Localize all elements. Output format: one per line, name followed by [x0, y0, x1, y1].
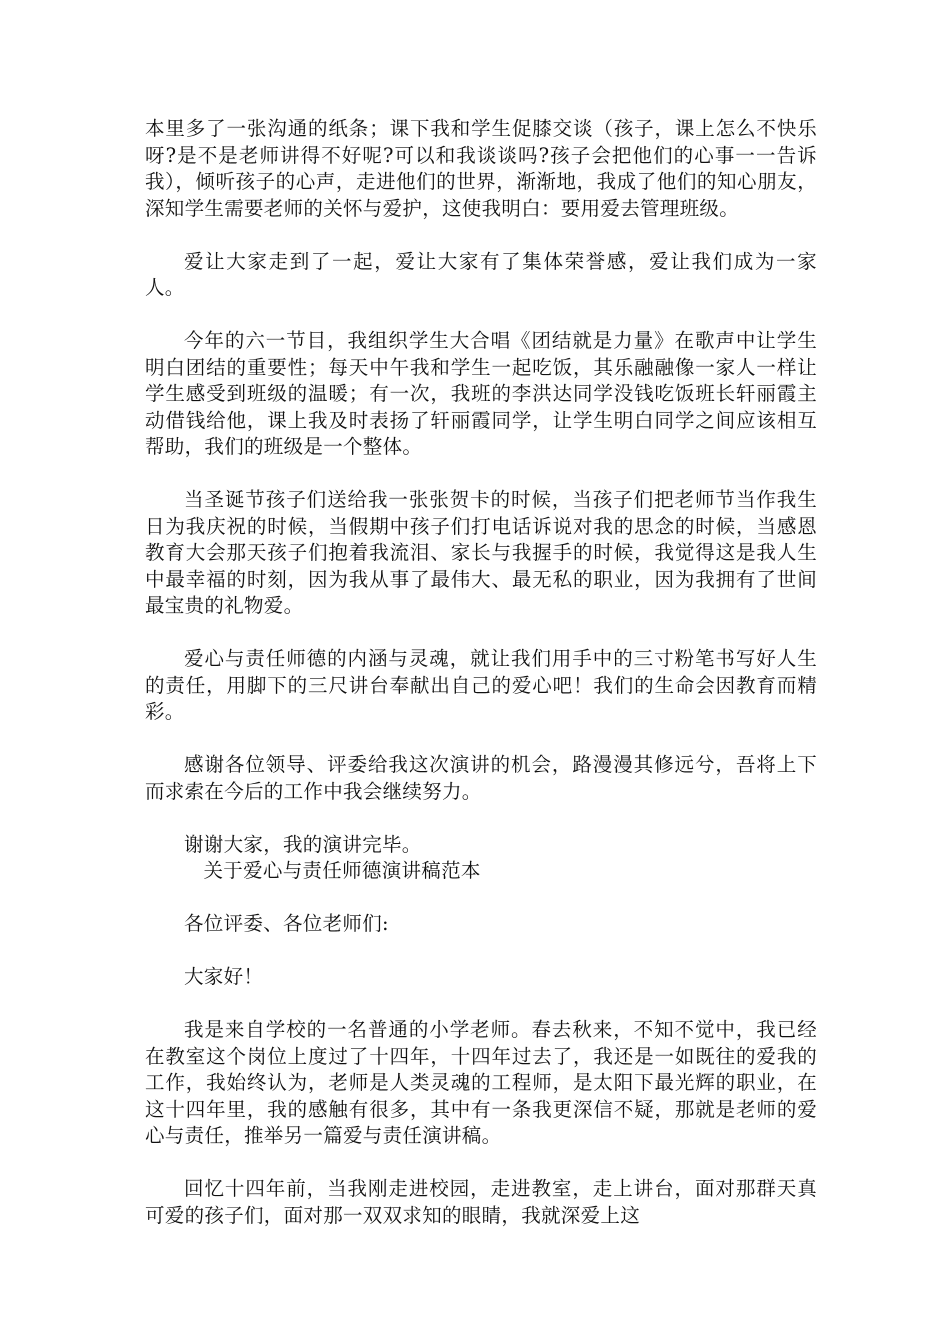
paragraph: 感谢各位领导、评委给我这次演讲的机会，路漫漫其修远兮，吾将上下而求索在今后的工作中我会继续努力。 [145, 753, 817, 803]
paragraph: 我是来自学校的一名普通的小学老师。春去秋来，不知不觉中，我已经在教室这个岗位上度过了十四年，十四年过去了，我还是一如既往的爱我的工作，我始终认为，老师是人类灵魂的工程师，是太阳下最光辉的职业，在这十四年里，我的感触有很多，其中有一条我更深信不疑，那就是老师的爱心与责任，推举另一篇爱与责任演讲稿。 [145, 1018, 817, 1147]
document-body [145, 116, 817, 1256]
paragraph-continued: 本里多了一张沟通的纸条；课下我和学生促膝交谈（孩子，课上怎么不快乐呀?是不是老师讲得不好呢?可以和我谈谈吗?孩子会把他们的心事一一告诉我），倾听孩子的心声，走进他们的世界，渐渐地，我成了他们的知心朋友，深知学生需要老师的关怀与爱护，这使我明白：要用爱去管理班级。 [145, 117, 817, 220]
paragraph: 今年的六一节目，我组织学生大合唱《团结就是力量》在歌声中让学生明白团结的重要性；每天中午我和学生一起吃饭，其乐融融像一家人一样让学生感受到班级的温暖；有一次，我班的李洪达同学没钱吃饭班长轩丽霞主动借钱给他，课上我及时表扬了轩丽霞同学，让学生明白同学之间应该相互帮助，我们的班级是一个整体。 [145, 329, 817, 458]
paragraph: 爱心与责任师德的内涵与灵魂，就让我们用手中的三寸粉笔书写好人生的责任，用脚下的三尺讲台奉献出自己的爱心吧！我们的生命会因教育而精彩。 [145, 647, 817, 723]
greeting: 大家好！ [184, 965, 264, 988]
section-title: 关于爱心与责任师德演讲稿范本 [203, 859, 481, 882]
salutation: 各位评委、各位老师们: [184, 912, 389, 935]
paragraph: 当圣诞节孩子们送给我一张张贺卡的时候，当孩子们把老师节当作我生日为我庆祝的时候，当假期中孩子们打电话诉说对我的思念的时候，当感恩教育大会那天孩子们抱着我流泪、家长与我握手的时候，我觉得这是我人生中最幸福的时刻，因为我从事了最伟大、最无私的职业，因为我拥有了世间最宝贵的礼物爱。 [145, 488, 817, 617]
closing-line: 谢谢大家，我的演讲完毕。 [184, 832, 422, 856]
paragraph: 回忆十四年前，当我刚走进校园，走进教室，走上讲台，面对那群天真可爱的孩子们，面对那一双双求知的眼睛，我就深爱上这 [145, 1177, 817, 1227]
paragraph: 爱让大家走到了一起，爱让大家有了集体荣誉感，爱让我们成为一家人。 [145, 249, 817, 299]
